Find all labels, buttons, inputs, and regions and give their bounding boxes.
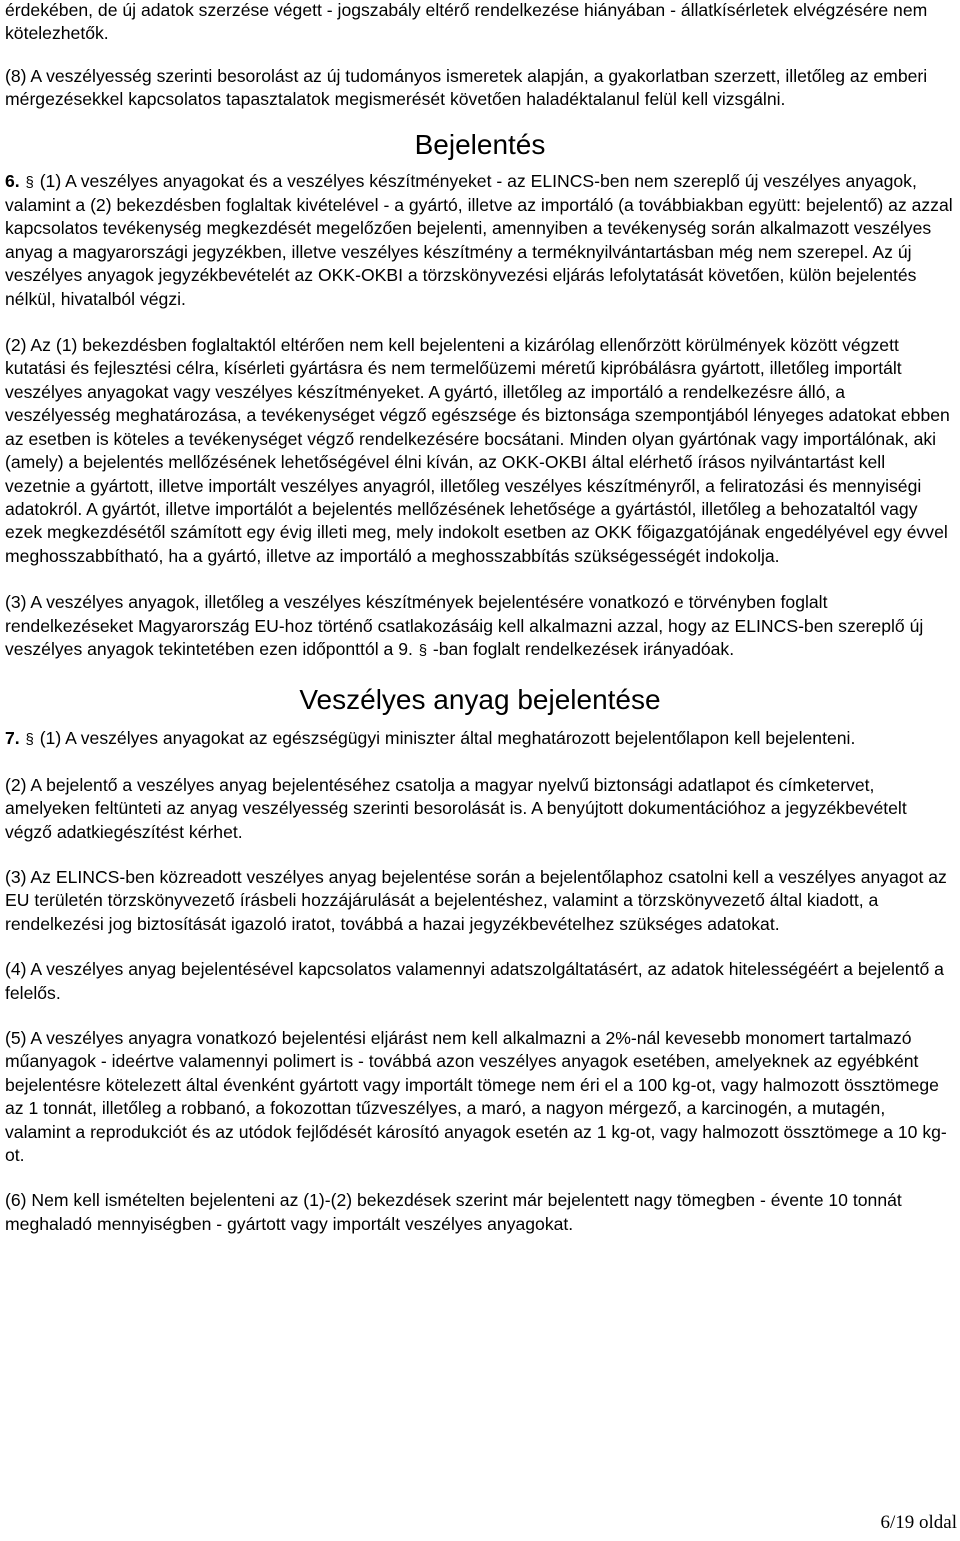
section-6-paragraph-2: (2) Az (1) bekezdésben foglaltaktól eltérően nem kell bejelenteni a kizárólag ellenőrzött körülmények között végzett kutatási és fejlesztési célra, kísérleti gyártásra és nem termelőüzemi méretű kipróbálásra gyártott, illetőleg importált veszélyes anyagokat vagy veszélyes készítményeket. A gyártó, illetőleg az importáló a rendelkezésre álló, a veszélyesség meghatározása, a tevékenységet végző egészsége és biztonsága szempontjából lényeges adatokat ebben az esetben is köteles a tevékenységet végző rendelkezésére bocsátani. Minden olyan gyártónak vagy importálónak, aki (amely) a bejelentés mellőzésének lehetőségével élni kíván, az OKK-OKBI által elérhető írásos nyilvántartást kell vezetnie a gyártott, illetve importált veszélyes anyagról, illetőleg veszélyes készítményről, a feliratozási és mennyiségi adatokról. A gyártót, illetve importálót a bejelentés mellőzésének lehetősége a gyártástól, illetőleg a behozataltól vagy ezek megkezdésétől számított egy évig illeti meg, mely indokolt esetben az OKK főigazgatójának engedélyével egy évvel meghosszabbítható, ha a gyártó, illetve az importáló a meghosszabbítás szükségességét indokolja. [5, 335, 950, 566]
paragraph-top-fragment: érdekében, de új adatok szerzése végett - jogszabály eltérő rendelkezése hiányában - állatkísérletek elvégzésére nem kötelezhetők. [5, 0, 928, 44]
section-7-paragraph-2: (2) A bejelentő a veszélyes anyag bejelentéséhez csatolja a magyar nyelvű biztonsági adatlapot és címketervet, amelyeken feltünteti az anyag veszélyesség szerinti besorolását is. A benyújtott dokumentációhoz a jegyzékbevételt végző adatkiegészítést kérhet. [5, 774, 907, 842]
section-7-paragraph-5: (5) A veszélyes anyagra vonatkozó bejelentési eljárást nem kell alkalmazni a 2%-nál kevesebb monomert tartalmazó műanyagok - ideértve valamennyi polimert is - továbbá azon veszélyes anyagok esetében, amelyeknek az egyébként bejelentésre kötelezett által évenként gyártott vagy importált tömege nem éri el a 100 kg-ot, vagy halmozott össztömege az 1 tonnát, illetőleg a robbanó, a fokozottan tűzveszélyes, a maró, a nagyon mérgező, a karcinogén, a mutagén, valamint a reprodukciót és az utódok fejlődését károsító anyagok esetén az 1 kg-ot, vagy halmozott össztömege a 10 kg-ot. [5, 1028, 947, 1166]
section-number: 6. [5, 170, 20, 191]
paragraph-text: (1) A veszélyes anyagokat és a veszélyes készítményeket - az ELINCS-ben nem szereplő új veszélyes anyagok, valamint a (2) bekezdésben foglaltak kivételével - a gyártó, illetve az importáló (a továbbiakban együtt: bejelentő) az azzal kapcsolatos tevékenység megkezdését megelőzően bejelenti, amennyiben a tevékenység során alkalmazott veszélyes anyag a magyarországi jegyzékben, illetve veszélyes készítmény a terméknyilvántartásban még nem szerepel. Az új veszélyes anyagok jegyzékbevételét az OKK-OKBI a törzskönyvezési eljárás lefolytatását követően, külön bejelentés nélkül, hivatalból végzi. [5, 170, 953, 309]
section-6-paragraph-3 [5, 591, 955, 662]
section-7-paragraph-4: (4) A veszélyes anyag bejelentésével kapcsolatos valamennyi adatszolgáltatásért, az adatok hitelességéért a bejelentő a felelős. [5, 959, 944, 1003]
paragraph-5-8: (8) A veszélyesség szerinti besorolást az új tudományos ismeretek alapján, a gyakorlatban szerzett, illetőleg az emberi mérgezésekkel kapcsolatos tapasztalatok megismerését követően haladéktalanul felül kell vizsgálni. [5, 65, 928, 110]
paragraph-text: (1) A veszélyes anyagokat az egészségügyi miniszter által meghatározott bejelentőlapon kell bejelenteni. [39, 728, 856, 749]
section-heading-veszelyes-anyag: Veszélyes anyag bejelentése [299, 684, 661, 716]
section-7-paragraph-6: (6) Nem kell ismételten bejelenteni az (1)-(2) bekezdések szerint már bejelentett nagy tömegben - évente 10 tonnát meghaladó mennyiségben - gyártott vagy importált veszélyes anyagokat. [5, 1190, 902, 1234]
section-7-paragraph-1 [5, 727, 955, 751]
section-7-paragraph-3: (3) Az ELINCS-ben közreadott veszélyes anyag bejelentése során a bejelentőlaphoz csatolni kell a veszélyes anyagot az EU területén törzskönyvezető írásbeli hozzájárulását a bejelentéshez, valamint a törzskönyvezető által kiadott, a rendelkezési jog biztosítását igazoló iratot, továbbá a hazai jegyzékbevételhez szükséges adatokat. [5, 866, 947, 934]
section-symbol: § [25, 731, 34, 749]
section-heading-bejelentes: Bejelentés [414, 128, 546, 160]
section-symbol: § [418, 641, 428, 659]
section-number: 7. [5, 728, 20, 749]
paragraph-tail: -ban foglalt rendelkezések irányadóak. [432, 638, 735, 659]
section-symbol: § [25, 173, 34, 191]
document-page [5, 0, 955, 1236]
section-6-paragraph-1 [5, 170, 955, 311]
page-number: 6/19 oldal [880, 1512, 957, 1533]
paragraph-text: (3) A veszélyes anyagok, illetőleg a veszélyes készítmények bejelentésére vonatkozó e törvényben foglalt rendelkezéseket Magyarország EU-hoz történő csatlakozásáig kell alkalmazni azzal, hogy az ELINCS-ben szereplő új veszélyes anyagok tekintetében ezen időponttól a 9. [5, 592, 924, 659]
